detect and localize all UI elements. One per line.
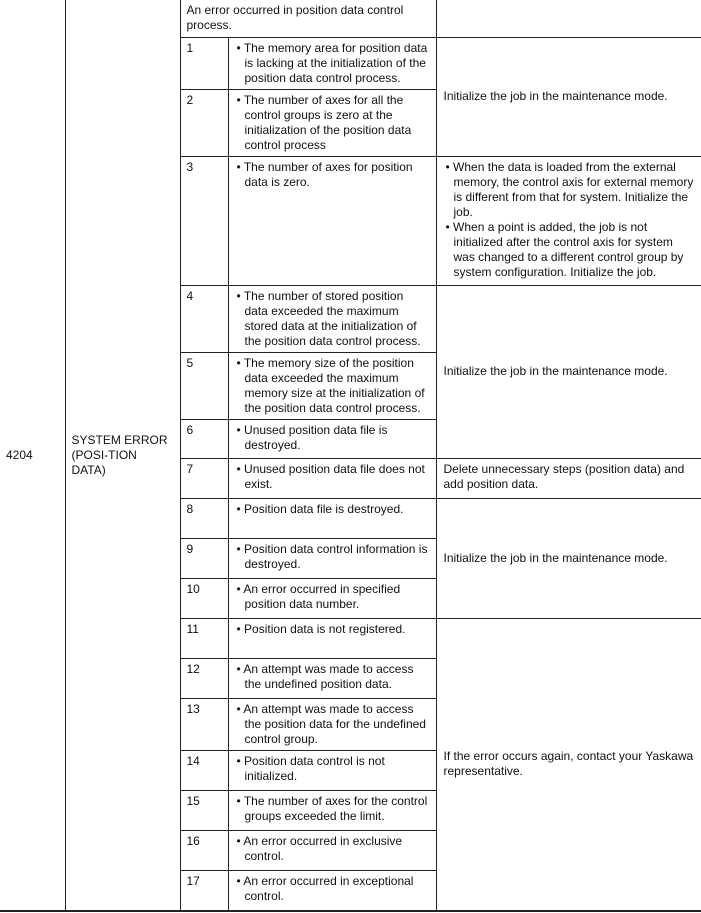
row-number: 4: [180, 285, 228, 352]
table-row: [0, 0, 701, 37]
row-number: 12: [180, 658, 228, 698]
alarm-code: 4204: [0, 0, 65, 911]
row-cause: • The number of axes for position data is zero.: [228, 156, 436, 285]
row-number: 17: [180, 870, 228, 911]
row-number: 6: [180, 419, 228, 458]
remedy-contact-representative: If the error occurs again, contact your Yaskawa representative.: [436, 618, 701, 911]
remedy-initialize-job: Initialize the job in the maintenance mode.: [436, 285, 701, 458]
row-cause: • The memory size of the position data exceeded the maximum memory size at the initialization of the position data control process.: [228, 352, 436, 419]
row-cause: • An error occurred in exceptional control.: [228, 870, 436, 911]
row-number: 15: [180, 790, 228, 830]
row-number: 2: [180, 89, 228, 156]
row-number: 5: [180, 352, 228, 419]
row-cause: • The memory area for position data is lacking at the initialization of the position data control process.: [228, 37, 436, 89]
row-number: 10: [180, 578, 228, 618]
row-cause: • The number of stored position data exceeded the maximum stored data at the initialization of the position data control process.: [228, 285, 436, 352]
row-cause: • An attempt was made to access the undefined position data.: [228, 658, 436, 698]
row-number: 9: [180, 538, 228, 578]
remedy-initialize-job: Initialize the job in the maintenance mode.: [436, 37, 701, 156]
row-cause: • The number of axes for the control groups exceeded the limit.: [228, 790, 436, 830]
row-number: 3: [180, 156, 228, 285]
remedy-add-position-data: Delete unnecessary steps (position data) and add position data.: [436, 458, 701, 498]
row-cause: • An error occurred in specified position data number.: [228, 578, 436, 618]
row-cause: • Position data file is destroyed.: [228, 498, 436, 538]
row-cause: • The number of axes for all the control groups is zero at the initialization of the position data control process: [228, 89, 436, 156]
row-cause: • An error occurred in exclusive control.: [228, 830, 436, 870]
remedy-initialize-job: Initialize the job in the maintenance mode.: [436, 498, 701, 618]
remedy-control-axis: • When the data is loaded from the external memory, the control axis for external memory is different from that for system. Initialize the job. • When a point is added, the job is not initialized after the control axis for system was changed to a different control group by system configuration. Initialize the job.: [436, 156, 701, 285]
row-cause: • An attempt was made to access the position data for the undefined control group.: [228, 698, 436, 750]
row-number: 1: [180, 37, 228, 89]
row-number: 16: [180, 830, 228, 870]
row-cause: • Position data control is not initialized.: [228, 750, 436, 790]
row-number: 8: [180, 498, 228, 538]
row-cause: • Unused position data file is destroyed.: [228, 419, 436, 458]
row-number: 13: [180, 698, 228, 750]
alarm-intro: An error occurred in position data control process.: [180, 0, 436, 37]
row-cause: • Position data is not registered.: [228, 618, 436, 658]
row-number: 7: [180, 458, 228, 498]
row-cause: • Position data control information is destroyed.: [228, 538, 436, 578]
row-number: 11: [180, 618, 228, 658]
remedy-empty: [436, 0, 701, 37]
row-cause: • Unused position data file does not exist.: [228, 458, 436, 498]
row-number: 14: [180, 750, 228, 790]
alarm-name: SYSTEM ERROR (POSI-TION DATA): [65, 0, 180, 911]
